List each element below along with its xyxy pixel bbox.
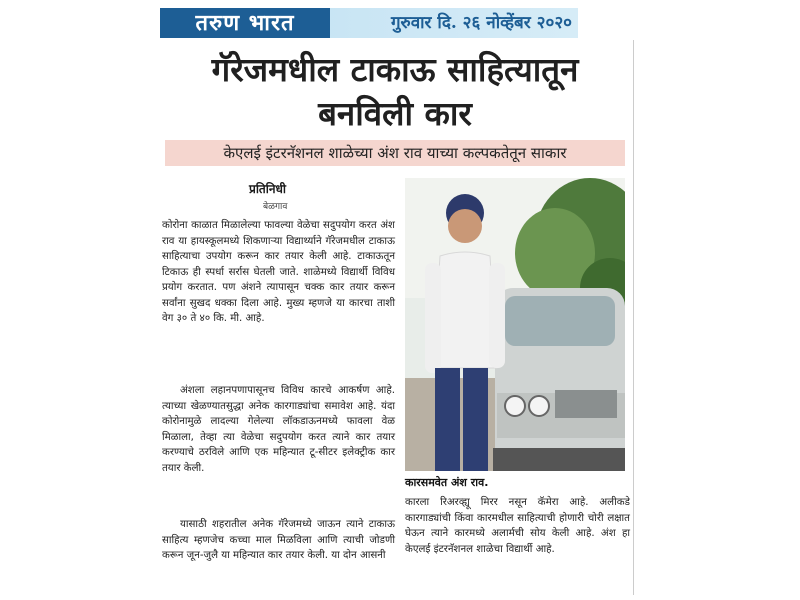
article-paragraph-2 bbox=[162, 383, 395, 476]
newspaper-masthead bbox=[160, 8, 578, 38]
byline: प्रतिनिधी bbox=[249, 182, 287, 196]
article-paragraph-3 bbox=[162, 517, 395, 564]
paragraph-2-text: अंशला लहानपणापासूनच विविध कारचे आकर्षण आहे. त्याच्या खेळण्यातसुद्धा अनेक कारगाड्यांचा समावेश आहे. यंदा कोरोनामुळे लादल्या गेलेल्या लॉकडाऊनमध्ये फावला वेळ मिळाला, तेव्हा त्या वेळेचा सदुपयोग करत त्याने कार तयार करण्याचे ठरविले आणि एक महिन्यात टू-सीटर इलेक्ट्रीक कार तयार केली. bbox=[162, 385, 395, 474]
column-divider bbox=[633, 40, 634, 595]
paragraph-3-text: यासाठी शहरातील अनेक गॅरेजमध्ये जाऊन त्याने टाकाऊ साहित्य म्हणजेच कच्चा माल मिळविला आणि त्याची जोडणी करून जून-जुलै या महिन्यात कार तयार केली. या दोन आसनी bbox=[162, 519, 395, 561]
newspaper-logo: तरुण भारत bbox=[160, 8, 330, 38]
headline-line-2: बनविली कार bbox=[318, 94, 472, 133]
article-subheadline: केएलई इंटरनॅशनल शाळेच्या अंश राव याच्या कल्पकतेतून साकार bbox=[165, 140, 625, 166]
issue-date: गुरुवार दि. २६ नोव्हेंबर २०२० bbox=[390, 13, 572, 33]
article-paragraph-4: कारला रिअरव्ह्यू मिरर नसून कॅमेरा आहे. अलीकडे कारगाड्यांची किंवा कारमधील साहित्याची होणारी चोरी लक्षात घेऊन त्याने कारमध्ये अलार्मची सोय केली आहे. अंश हा केएलई इंटरनॅशनल शाळेचा विद्यार्थी आहे. bbox=[405, 497, 630, 555]
dateline: बेळगाव bbox=[263, 202, 288, 212]
photo-illustration bbox=[405, 178, 625, 471]
article-paragraph-1: कोरोना काळात मिळालेल्या फावल्या वेळेचा सदुपयोग करत अंश राव या हायस्कूलमध्ये शिकणाऱ्या विद्यार्थ्याने गॅरेजमधील टाकाऊ साहित्याचा उपयोग करून कार तयार केली आहे. टाकाऊतून टिकाऊ ही स्पर्धा सर्रास घेतली जाते. शाळेमध्ये विद्यार्थी विविध प्रयोग करतात. पण अंशने त्यापासून चक्क कार तयार करून सर्वांना सुखद धक्का दिला आहे. मुख्य म्हणजे या कारचा ताशी वेग ३० ते ४० कि. मी. आहे. bbox=[162, 220, 395, 324]
photo-caption: कारसमवेत अंश राव. bbox=[405, 476, 489, 489]
article-headline bbox=[160, 48, 630, 136]
article-photo bbox=[405, 178, 625, 471]
headline-line-1: गॅरेजमधील टाकाऊ साहित्यातून bbox=[211, 50, 579, 89]
